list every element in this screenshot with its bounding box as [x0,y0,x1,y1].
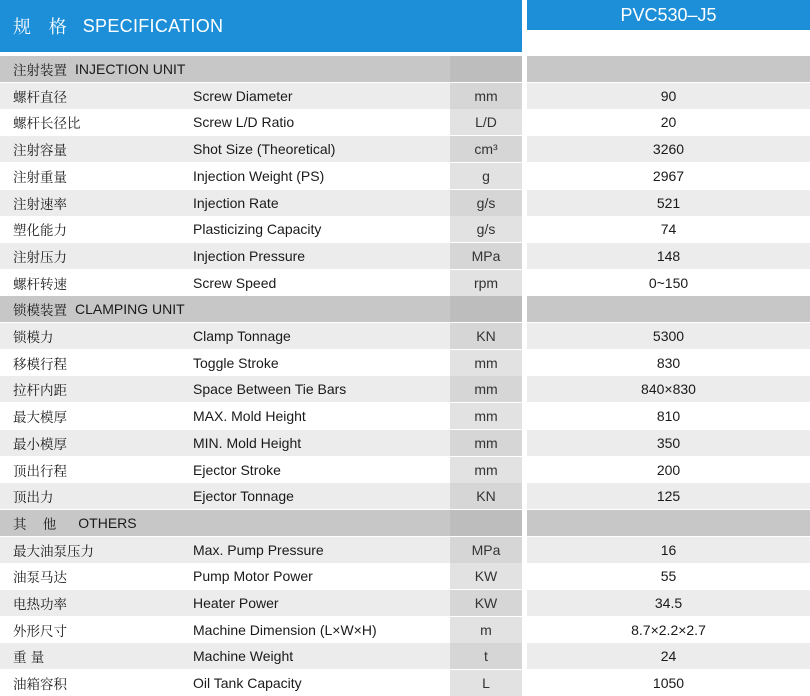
table-row [0,270,810,296]
spec-value: 74 [660,221,677,238]
spec-name-en: Injection Rate [193,194,279,211]
spec-unit: mm [474,434,498,451]
spec-unit: KN [476,488,496,505]
spec-name-zh: 移模行程 [13,356,67,373]
spec-unit: cm³ [474,141,498,158]
section-title-zh: 锁模装置 [13,303,67,320]
spec-value: 90 [660,87,677,104]
spec-name-zh: 拉杆内距 [13,383,67,400]
spec-name-en: Heater Power [193,595,279,611]
spec-value: 55 [660,568,677,585]
spec-name-en: Space Between Tie Bars [193,381,347,398]
section-title-en: CLAMPING UNIT [75,301,185,318]
spec-name-zh: 螺杆长径比 [13,116,81,133]
spec-name-en: Toggle Stroke [193,354,279,371]
spec-unit: rpm [473,274,499,291]
spec-name-en: Injection Weight (PS) [193,167,325,184]
unit-column-bg [450,56,522,82]
spec-name-zh: 螺杆直径 [13,89,67,106]
section-title-zh: 其 他 [13,516,63,533]
table-row [0,670,810,696]
unit-column-bg [450,510,522,536]
spec-name-zh: 注射重量 [13,169,67,186]
spec-unit: g/s [476,221,496,238]
table-row [0,563,810,589]
spec-name-en: Ejector Stroke [193,461,281,478]
section-title-en: OTHERS [78,514,137,531]
spec-name-zh: 注射压力 [13,249,67,266]
section-title-zh: 注射装置 [13,63,67,79]
spec-unit: g/s [476,194,496,211]
spec-name-en: Machine Weight [193,648,294,665]
spec-unit: mm [474,461,498,478]
spec-value: 24 [660,648,677,665]
spec-name-en: Machine Dimension (L×W×H) [193,621,377,638]
spec-name-en: MAX. Mold Height [193,408,306,425]
spec-name-zh: 螺杆转速 [13,276,67,293]
table-row [0,537,810,563]
spec-name-zh: 塑化能力 [13,223,67,240]
spec-unit: t [484,648,488,665]
table-row [0,643,810,669]
table-row [0,163,810,189]
header-title-en: SPECIFICATION [82,15,224,36]
spec-name-en: Shot Size (Theoretical) [193,141,336,158]
table-row [0,376,810,402]
spec-name-zh: 最大模厚 [13,410,67,427]
column-separator [522,296,527,322]
table-row [0,430,810,456]
table-row [0,590,810,616]
spec-name-zh: 油泵马达 [13,570,67,587]
spec-name-en: Injection Pressure [193,247,306,264]
spec-value: 34.5 [654,595,683,611]
spec-value: 1050 [652,675,685,692]
spec-name-en: Max. Pump Pressure [193,541,324,558]
spec-value: 125 [656,488,681,505]
spec-unit: mm [474,87,498,104]
spec-name-zh: 重 量 [13,650,45,667]
spec-name-en: Plasticizing Capacity [193,221,322,238]
spec-name-zh: 外形尺寸 [13,623,67,640]
spec-value: 8.7×2.2×2.7 [631,621,706,638]
table-row [0,403,810,429]
spec-unit: m [480,621,492,638]
spec-unit: KW [474,595,498,611]
column-separator [522,56,527,82]
spec-name-en: Screw Diameter [193,87,293,104]
spec-value: 521 [656,194,681,211]
spec-name-zh: 注射速率 [13,196,67,213]
spec-unit: g [482,167,490,184]
spec-unit: L [482,675,490,692]
spec-unit: mm [474,354,498,371]
column-separator [522,510,527,536]
table-row [0,323,810,349]
spec-value: 810 [656,408,681,425]
spec-name-zh: 电热功率 [13,597,67,613]
spec-name-zh: 顶出行程 [13,463,67,480]
spec-value: 200 [656,461,681,478]
spec-name-zh: 最小模厚 [13,436,67,453]
table-row [0,483,810,509]
section-title [13,510,137,536]
spec-unit: KW [474,568,498,585]
spec-name-en: Screw L/D Ratio [193,114,295,131]
spec-value: 830 [656,354,681,371]
spec-name-en: Screw Speed [193,274,277,291]
table-row [0,457,810,483]
spec-name-en: MIN. Mold Height [193,434,302,451]
table-row [0,243,810,269]
table-row [0,617,810,643]
spec-value: 148 [656,247,681,264]
spec-value: 350 [656,434,681,451]
spec-value: 20 [660,114,677,131]
spec-name-zh: 顶出力 [13,490,54,507]
table-row [0,136,810,162]
section-row [0,296,810,322]
unit-column-bg [450,296,522,322]
spec-value: 840×830 [641,381,696,398]
spec-unit: mm [474,408,498,425]
spec-unit: MPa [471,541,501,558]
spec-unit: MPa [471,247,501,264]
spec-unit: mm [474,381,498,398]
header-title-zh: 规 格 [13,17,73,38]
spec-name-en: Clamp Tonnage [193,328,291,344]
spec-name-zh: 注射容量 [13,143,67,160]
table-row [0,350,810,376]
table-row [0,216,810,242]
spec-value: 0~150 [648,274,689,291]
section-row [0,56,810,82]
spec-unit: L/D [475,114,497,131]
table-row [0,83,810,109]
spec-value: 16 [660,541,677,558]
spec-name-en: Oil Tank Capacity [193,675,302,692]
table-row [0,109,810,135]
spec-value: 3260 [652,141,685,158]
spec-value: 5300 [652,328,685,344]
spec-name-en: Ejector Tonnage [193,488,294,505]
section-title-en: INJECTION UNIT [75,61,186,77]
spec-value: 2967 [652,167,685,184]
spec-name-zh: 最大油泵压力 [13,543,94,560]
spec-name-en: Pump Motor Power [193,568,313,585]
spec-name-zh: 锁模力 [13,330,54,346]
spec-header [0,0,522,52]
section-row [0,510,810,536]
spec-name-zh: 油箱容积 [13,677,67,694]
table-row [0,190,810,216]
section-title [13,56,185,82]
section-title [13,296,185,322]
spec-unit: KN [476,328,496,344]
model-header: PVC530–J5 [527,0,810,30]
